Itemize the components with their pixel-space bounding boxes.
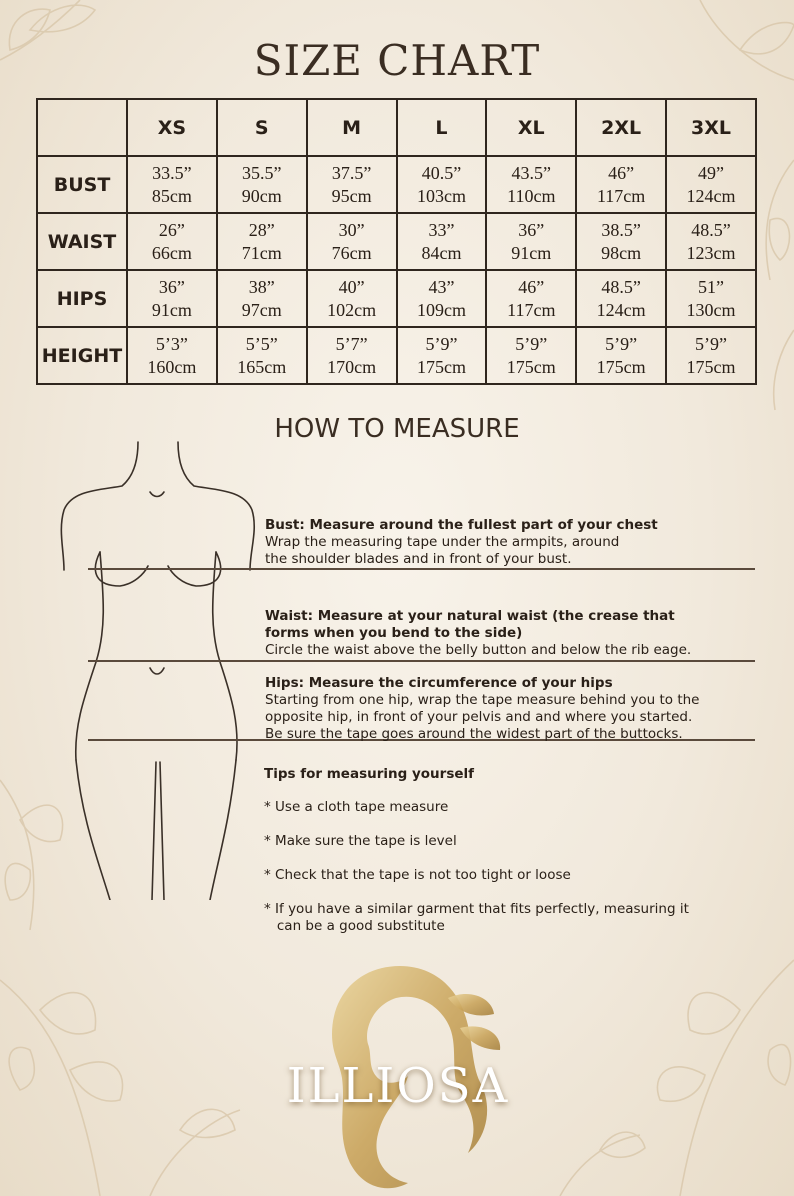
size-header: L — [397, 99, 487, 156]
size-header: S — [217, 99, 307, 156]
table-cell: 48.5” 123cm — [666, 213, 756, 270]
table-cell: 46” 117cm — [486, 270, 576, 327]
hips-text: Be sure the tape goes around the widest part of the buttocks. — [265, 726, 683, 742]
table-row — [37, 327, 756, 384]
table-cell: 5’9” 175cm — [486, 327, 576, 384]
bust-heading: Bust: Measure around the fullest part of your chest — [265, 517, 658, 533]
table-cell: 43.5” 110cm — [486, 156, 576, 213]
table-cell: 35.5” 90cm — [217, 156, 307, 213]
table-cell: 48.5” 124cm — [576, 270, 666, 327]
bust-measure-line — [88, 568, 755, 570]
hips-text: Starting from one hip, wrap the tape measure behind you to the — [265, 692, 700, 708]
bust-text: the shoulder blades and in front of your bust. — [265, 551, 572, 567]
table-cell: 5’5” 165cm — [217, 327, 307, 384]
hips-heading: Hips: Measure the circumference of your hips — [265, 675, 613, 691]
brand-name: ILLIOSA — [286, 1058, 510, 1114]
size-header: 3XL — [666, 99, 756, 156]
hips-instructions — [265, 675, 745, 743]
table-cell: 40” 102cm — [307, 270, 397, 327]
table-cell: 38” 97cm — [217, 270, 307, 327]
how-to-measure-heading: HOW TO MEASURE — [274, 414, 520, 444]
table-cell: 43” 109cm — [397, 270, 487, 327]
table-cell: 5’9” 175cm — [576, 327, 666, 384]
table-corner-cell — [37, 99, 127, 156]
table-cell: 5’9” 175cm — [666, 327, 756, 384]
size-header: M — [307, 99, 397, 156]
waist-instructions — [265, 608, 745, 659]
table-cell: 51” 130cm — [666, 270, 756, 327]
table-cell: 26” 66cm — [127, 213, 217, 270]
size-table — [36, 98, 757, 385]
table-row — [37, 270, 756, 327]
waist-measure-line — [88, 660, 755, 662]
table-cell: 28” 71cm — [217, 213, 307, 270]
waist-heading: Waist: Measure at your natural waist (the crease that — [265, 608, 675, 624]
table-cell: 33.5” 85cm — [127, 156, 217, 213]
size-header: XS — [127, 99, 217, 156]
table-header-row — [37, 99, 756, 156]
waist-text: Circle the waist above the belly button and below the rib eage. — [265, 642, 692, 658]
row-header-height: HEIGHT — [37, 327, 127, 384]
table-row — [37, 156, 756, 213]
tip-item: * Use a cloth tape measure — [264, 799, 449, 815]
bust-instructions — [265, 517, 745, 568]
table-row — [37, 213, 756, 270]
table-cell: 40.5” 103cm — [397, 156, 487, 213]
tips-heading: Tips for measuring yourself — [264, 766, 475, 782]
table-cell: 36” 91cm — [486, 213, 576, 270]
row-header-hips: HIPS — [37, 270, 127, 327]
table-cell: 36” 91cm — [127, 270, 217, 327]
row-header-waist: WAIST — [37, 213, 127, 270]
row-header-bust: BUST — [37, 156, 127, 213]
size-header: XL — [486, 99, 576, 156]
table-cell: 38.5” 98cm — [576, 213, 666, 270]
body-outline-figure — [50, 440, 280, 900]
tip-item: * If you have a similar garment that fits perfectly, measuring it — [264, 901, 689, 917]
table-cell: 30” 76cm — [307, 213, 397, 270]
table-cell: 49” 124cm — [666, 156, 756, 213]
tip-item: * Make sure the tape is level — [264, 833, 457, 849]
hips-text: opposite hip, in front of your pelvis and and where you started. — [265, 709, 693, 725]
table-cell: 46” 117cm — [576, 156, 666, 213]
size-header: 2XL — [576, 99, 666, 156]
table-cell: 5’9” 175cm — [397, 327, 487, 384]
bust-text: Wrap the measuring tape under the armpits, around — [265, 534, 620, 550]
table-cell: 37.5” 95cm — [307, 156, 397, 213]
table-cell: 33” 84cm — [397, 213, 487, 270]
table-cell: 5’3” 160cm — [127, 327, 217, 384]
table-cell: 5’7” 170cm — [307, 327, 397, 384]
tip-item: can be a good substitute — [264, 918, 445, 934]
page-title: SIZE CHART — [253, 36, 541, 85]
tip-item: * Check that the tape is not too tight or loose — [264, 867, 571, 883]
waist-heading: forms when you bend to the side) — [265, 625, 523, 641]
